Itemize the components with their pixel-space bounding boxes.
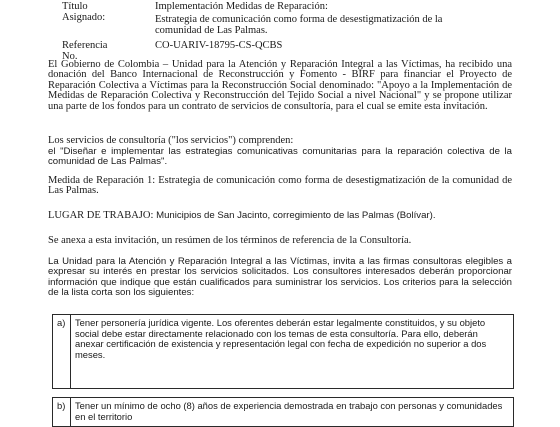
assigned-title-value: Implementación Medidas de Reparación: [155, 1, 328, 12]
measure-paragraph: Medida de Reparación 1: Estrategia de comunicación como forma de desestigmatización de la comunidad de Las Palmas. [48, 175, 512, 197]
criterion-divider [70, 398, 71, 426]
assigned-title-label: Título Asignado: [62, 1, 106, 23]
criterion-marker: a) [57, 317, 66, 328]
reference-value: CO-UARIV-18795-CS-QCBS [155, 40, 283, 51]
workplace-label: LUGAR DE TRABAJO: [48, 210, 154, 221]
criterion-text: Tener personería jurídica vigente. Los oferentes deberán estar legalmente constituidos, y su objeto social debe estar directamente relacionado con los temas de esta consultoría. Para ello, deberán anexar certificación de existencia y representación legal con fecha de expedición no superior a dos meses. [75, 317, 487, 360]
criterion-box-a [52, 314, 514, 389]
criterion-box-b [52, 397, 514, 427]
workplace-value: Municipios de San Jacinto, corregimiento de las Palmas (Bolívar). [153, 210, 436, 221]
annex-note: Se anexa a esta invitación, un resúmen de los términos de referencia de la Consultoría. [48, 235, 412, 246]
reference-label: Referencia No. [62, 40, 108, 62]
workplace-paragraph [48, 211, 512, 221]
criterion-text: Tener un mínimo de ocho (8) años de experiencia demostrada en trabajo con personas y comunidades en el territorio [75, 400, 503, 422]
services-detail: el "Diseñar e implementar las estrategias comunicativas comunitarias para la reparación colectiva de la comunidad de Las Palmas". [48, 146, 512, 168]
services-intro: Los servicios de consultoría ("los servicios") comprenden: [48, 135, 294, 146]
assigned-title-continuation: Estrategia de comunicación como forma de desestigmatización de la comunidad de Las Palmas. [155, 14, 443, 36]
intro-paragraph: El Gobierno de Colombia – Unidad para la Atención y Reparación Integral a las Víctimas, ha recibido una donación del Banco Internacional de Reconstrucción y Fomento - BIRF para financiar el Proyecto de Reparación Colectiva a Víctimas para la Reconstrucción Social denominado: "Apoyo a la Implementación de Medidas de Reparación Colectiva y Reconstrucción del Tejido Social a nivel Nacional" y se propone utilizar una parte de los fondos para un contrato de servicios de consultoría, para el cual se emite esta invitación. [48, 59, 512, 112]
criterion-divider [70, 315, 71, 388]
criterion-marker: b) [57, 400, 66, 411]
invitation-paragraph: La Unidad para la Atención y Reparación Integral a las Víctimas, invita a las firmas consultoras elegibles a expresar su interés en prestar los servicios solicitados. Los consultores interesados deberán proporcionar información que indique que están cualificados para suministrar los servicios. Los criterios para la selección de la lista corta son los siguientes: [48, 256, 512, 299]
